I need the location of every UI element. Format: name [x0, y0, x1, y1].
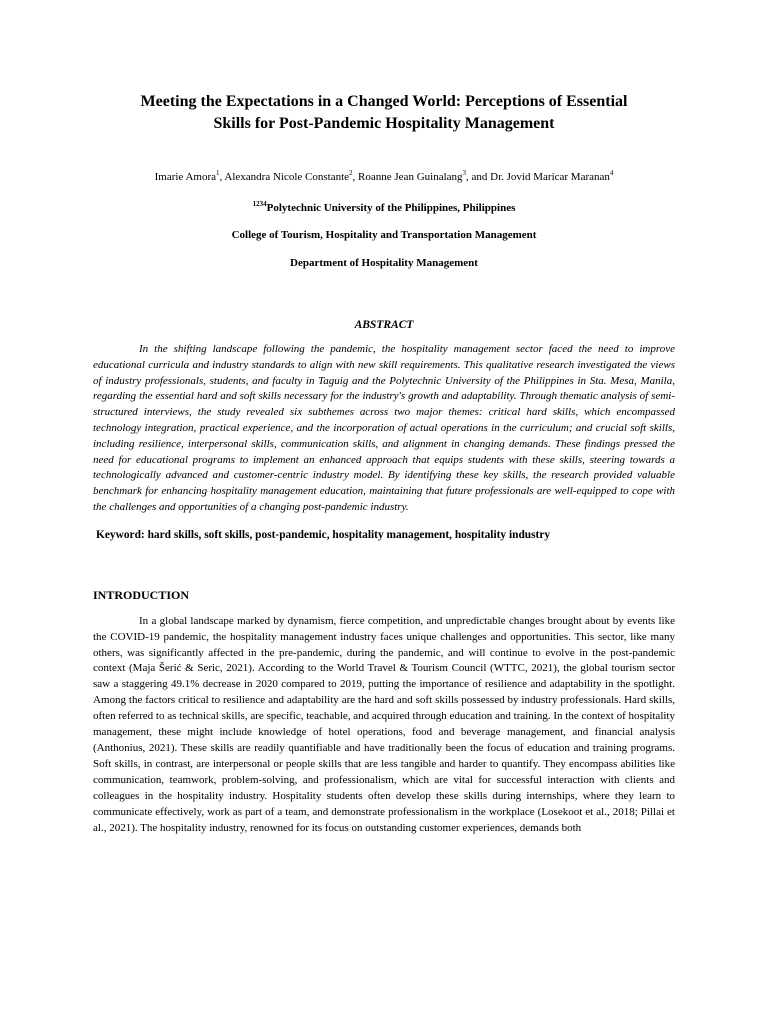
abstract-text: In the shifting landscape following the pandemic, the hospitality management sector faced the need to improve educational curricula and industry standards to align with new skill requirements. This qualitative research investigated the views of industry professionals, students, and faculty in Taguig and the Polytechnic University of the Philippines in Sta. Mesa, Manila, regarding the essential hard and soft skills necessary for the industry's growth and adaptability. Through thematic analysis of semi-structured interviews, the study revealed six subthemes across two major themes: critical hard skills, which encompassed technology integration, practical experience, and the incorporation of actual operations in the curriculum; and crucial soft skills, including resilience, interpersonal skills, communication skills, and alignment in changing demands. These findings pressed the need for educational programs to implement an enhanced approach that equips students with these skills, steering towards a technologically advanced and customer-centric industry model. By identifying these key skills, the research provided valuable benchmark for enhancing hospitality management education, maintaining that future professionals are well-equipped to cope with the challenges and opportunities of a changing post-pandemic industry. [93, 343, 675, 513]
affiliation-department: Department of Hospitality Management [290, 257, 478, 269]
paper-title [93, 0, 675, 135]
author-name: Dr. Jovid Maricar Maranan [490, 171, 610, 183]
author-superscript: 2 [349, 169, 353, 177]
keywords-line: Keyword: hard skills, soft skills, post-pandemic, hospitality management, hospitality industry [96, 528, 551, 541]
author-name: Alexandra Nicole Constante [224, 171, 350, 183]
author-superscript: 3 [462, 169, 467, 177]
university-name: Polytechnic University of the Philippines, Philippines [266, 202, 516, 214]
paper-title-line-1: Meeting the Expectations in a Changed World: Perceptions of Essential [140, 93, 628, 110]
author-separator: , [352, 171, 359, 183]
author-separator: , and [466, 171, 491, 183]
affiliation-superscript: 1234 [252, 200, 267, 208]
introduction-text: In a global landscape marked by dynamism, fierce competition, and unpredictable changes brought about by events like the COVID-19 pandemic, the hospitality management industry faces unique challenges and opportunities. This sector, like many others, was significantly affected in the pre-pandemic, during the pandemic, and will continue to evolve in the post-pandemic context (Maja Šerić & Seric, 2021). According to the World Travel & Tourism Council (WTTC, 2021), the global tourism sector saw a staggering 49.1% decrease in 2020 compared to 2019, putting the importance of resilience and adaptability in the spotlight. Among the factors critical to resilience and adaptability are the hard and soft skills possessed by industry professionals. Hard skills, often referred to as technical skills, are specific, teachable, and acquired through education and training. In the context of hospitality management, these might include knowledge of hotel operations, food and beverage management, and financial analysis (Anthonius, 2021). These skills are readily quantifiable and have traditionally been the focus of education and training programs. Soft skills, in contrast, are interpersonal or people skills that are less tangible and harder to quantify. They encompass abilities like communication, teamwork, problem-solving, and professionalism, which are vital for successful interaction with clients and colleagues in the hospitality industry. Hospitality students often develop these skills during internships, where they learn to communicate effectively, work as part of a team, and demonstrate professionalism in the workplace (Losekoot et al., 2018; Pillai et al., 2021). The hospitality industry, renowned for its focus on outstanding customer experiences, demands both [93, 614, 675, 834]
author-superscript: 1 [216, 169, 220, 177]
author-name: Imarie Amora [154, 171, 216, 183]
affiliation-university [93, 197, 675, 215]
author-name: Roanne Jean Guinalang [358, 171, 463, 183]
introduction-heading: INTRODUCTION [93, 587, 190, 602]
author-list [93, 166, 675, 184]
author-separator: , [219, 171, 225, 183]
affiliation-college: College of Tourism, Hospitality and Transportation Management [231, 229, 537, 241]
paper-title-line-2: Skills for Post-Pandemic Hospitality Management [213, 115, 555, 132]
abstract-heading: ABSTRACT [354, 319, 414, 331]
author-superscript: 4 [609, 169, 614, 177]
